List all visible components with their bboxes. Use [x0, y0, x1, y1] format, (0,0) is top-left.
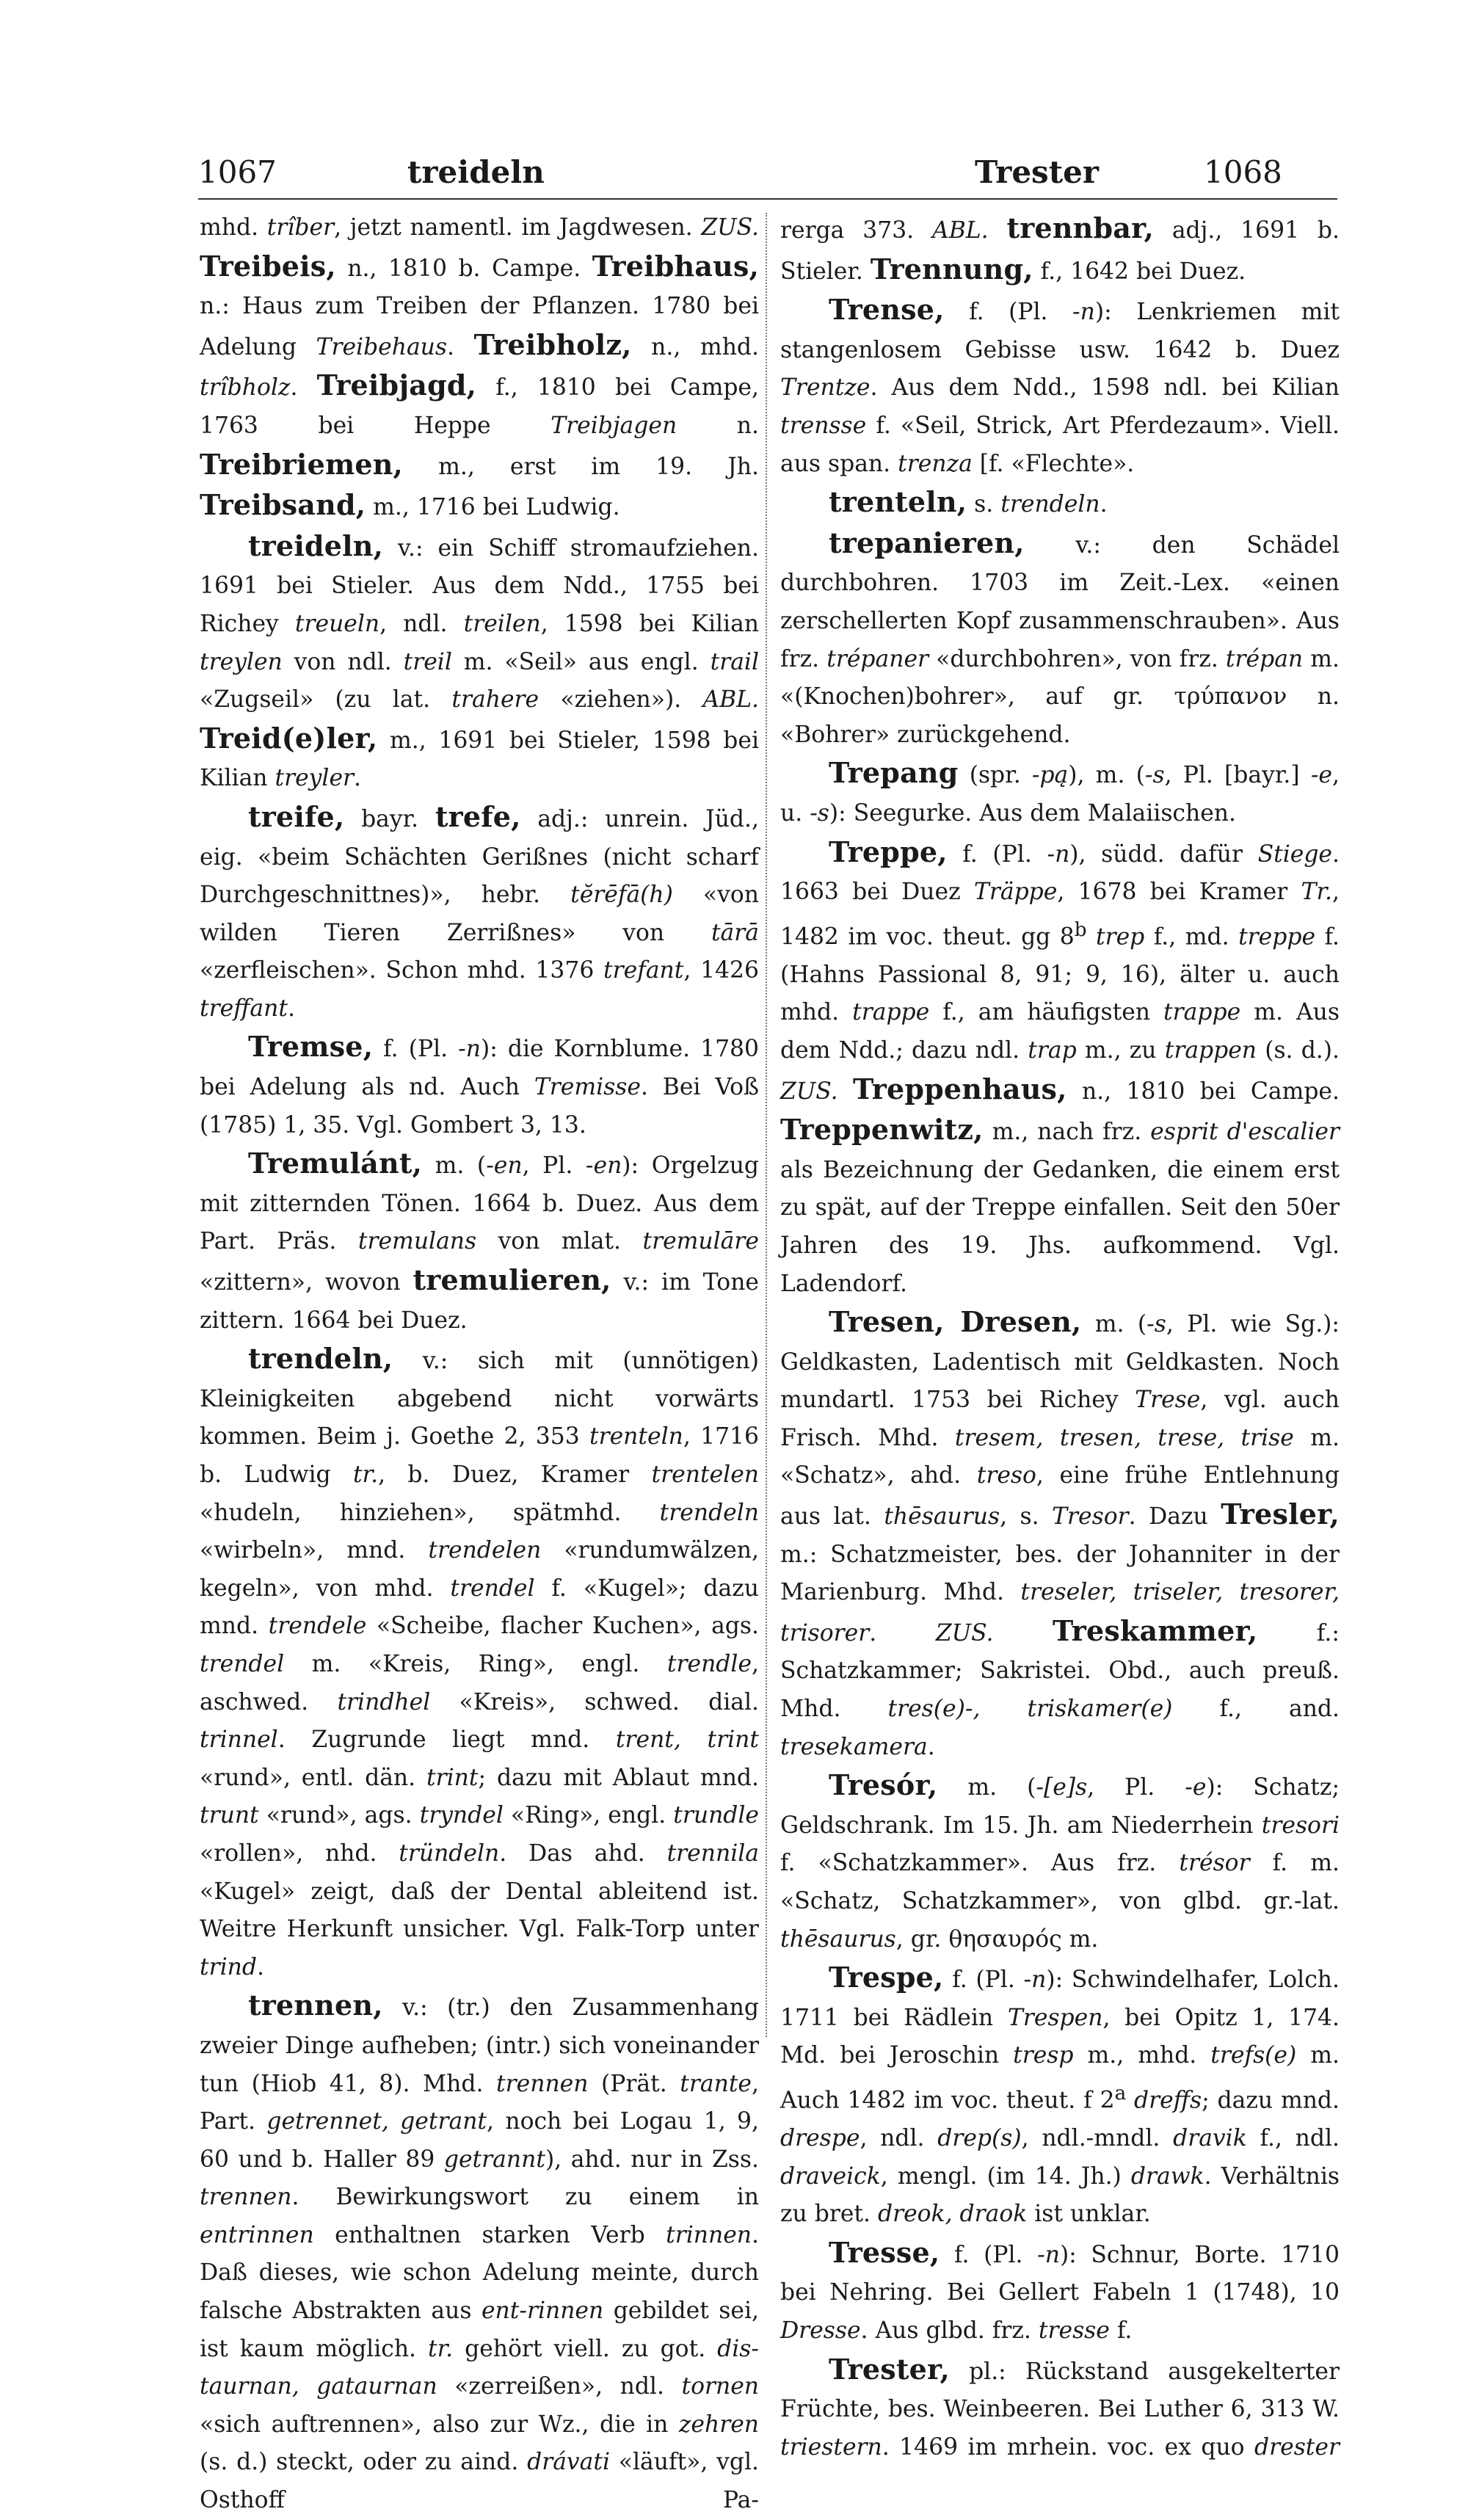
header-rule [198, 198, 1337, 200]
column-divider [766, 213, 767, 2037]
dictionary-entry: mhd. trîber, jetzt namentl. im Jagdwesen. ZUS. Treibeis, n., 1810 b. Campe. Treibhaus, n.: Haus zum Treiben der Pflanzen. 1780 bei Adelung Treibehaus. Treibholz, n., mhd. trîbholz. Treibjagd, f., 1810 bei Campe, 1763 bei Heppe Treibjagen n. Treibriemen, m., erst im 19. Jh. Treibsand, m., 1716 bei Ludwig. [200, 214, 759, 522]
dictionary-entry: trepanieren, v.: den Schädel durchbohren. 1703 im Zeit.-Lex. «einen zerschellerten Kopf zusammenschrauben». Aus frz. trépaner «durchbohren», von frz. trépan m. «(Knochen)bohrer», auf gr. τρύπανον n. «Bohrer» zurückgehend. [780, 526, 1340, 748]
dictionary-entry: Tresór, m. (-[e]s, Pl. -e): Schatz; Geldschrank. Im 15. Jh. am Niederrhein tresori f. «Schatzkammer». Aus frz. trésor f. m. «Schatz, Schatzkammer», von glbd. gr.-lat. thēsaurus, gr. θησαυρός m. [780, 1768, 1340, 1953]
dictionary-entry: Tremulánt, m. (-en, Pl. -en): Orgelzug mit zitternden Tönen. 1664 b. Duez. Aus dem Part. Präs. tremulans von mlat. tremulāre «zittern», wovon tremulieren, v.: im Tone zittern. 1664 bei Duez. [200, 1147, 760, 1334]
dictionary-entry: treideln, v.: ein Schiff stromaufziehen. 1691 bei Stieler. Aus dem Ndd., 1755 bei Richey treueln, ndl. treilen, 1598 bei Kilian treylen von ndl. treil m. «Seil» aus engl. trail «Zugseil» (zu lat. trahere «ziehen»). ABL. Treid(e)ler, m., 1691 bei Stieler, 1598 bei Kilian treyler. [200, 529, 760, 792]
page-header [198, 150, 1336, 195]
dictionary-entry: trennen, v.: (tr.) den Zusammenhang zweier Dinge aufheben; (intr.) sich voneinander tun (Hiob 41, 8). Mhd. trennen (Prät. trante, Part. getrennet, getrant, noch bei Logau 1, 9, 60 und b. Haller 89 getrannt), ahd. nur in Zss. trennen. Bewirkungswort zu einem in entrinnen enthaltnen starken Verb trinnen. Daß dieses, wie schon Adelung meinte, durch falsche Abstrakten aus ent-rinnen gebildet sei, ist kaum möglich. tr. gehört viell. zu got. dis-taurnan, gataurnan «zerreißen», ndl. tornen «sich auftrennen», also zur Wz., die in zehren (s. d.) steckt, oder zu aind. drávati «läuft», vgl. Osthoff Pa- [200, 1989, 760, 2514]
dictionary-entry: Tremse, f. (Pl. -n): die Kornblume. 1780 bei Adelung als nd. Auch Tremisse. Bei Voß (1785) 1, 35. Vgl. Gombert 3, 13. [200, 1030, 759, 1139]
dictionary-entry: Treppe, f. (Pl. -n), südd. dafür Stiege. 1663 bei Duez Träppe, 1678 bei Kramer Tr., 1482 im voc. theut. gg 8$^b$ trep f., md. treppe f. (Hahns Passional 8, 91; 9, 16), älter u. auch mhd. trappe f., am häufigsten trappe m. Aus dem Ndd.; dazu ndl. trap m., zu trappen (s. d.). ZUS. Treppenhaus, n., 1810 bei Campe. Treppenwitz, m., nach frz. esprit d'escalier als Bezeichnung der Gedanken, die einem erst zu spät, auf der Treppe einfallen. Seit den 50er Jahren des 19. Jhs. aufkommend. Vgl. Ladendorf. [780, 835, 1340, 1297]
left-catchword: treideln [407, 154, 545, 190]
left-column [200, 209, 760, 2514]
dictionary-entry: treife, bayr. trefe, adj.: unrein. Jüd., eig. «beim Schächten Gerißnes (nicht scharf Durchgeschnittnes)», hebr. tĕrēfā(h) «von wilden Tieren Zerrißnes» von tārā «zerfleischen». Schon mhd. 1376 trefant, 1426 treffant. [200, 799, 759, 1022]
dictionary-entry: Tresen, Dresen, m. (-s, Pl. wie Sg.): Geldkasten, Ladentisch mit Geldkasten. Noch mundartl. 1753 bei Richey Trese, vgl. auch Frisch. Mhd. tresem, tresen, trese, trise m. «Schatz», ahd. treso, eine frühe Entlehnung aus lat. thēsaurus, s. Tresor. Dazu Tresler, m.: Schatzmeister, bes. der Johanniter in der Marienburg. Mhd. treseler, triseler, tresorer, trisorer. ZUS. Treskammer, f.: Schatzkammer; Sakristei. Obd., auch preuß. Mhd. tres(e)-, triskamer(e) f., and. tresekamera. [780, 1305, 1340, 1760]
dictionary-entry: Trepang (spr. -pą), m. (-s, Pl. [bayr.] -e, u. -s): Seegurke. Aus dem Malaiischen. [780, 756, 1340, 827]
right-page-number: 1068 [1204, 154, 1282, 190]
dictionary-entry: Trester, pl.: Rückstand ausgekelterter Früchte, bes. Weinbeeren. Bei Luther 6, 313 W. triestern. 1469 im mrhein. voc. ex quo drester [780, 2352, 1340, 2461]
dictionary-entry: Tresse, f. (Pl. -n): Schnur, Borte. 1710 bei Nehring. Bei Gellert Fabeln 1 (1748), 10 Dresse. Aus glbd. frz. tresse f. [780, 2235, 1340, 2344]
left-page-number: 1067 [198, 154, 277, 190]
dictionary-entry: Trense, f. (Pl. -n): Lenkriemen mit stangenlosem Gebisse usw. 1642 b. Duez Trentze. Aus dem Ndd., 1598 ndl. bei Kilian trensse f. «Seil, Strick, Art Pferdezaum». Viell. aus span. trenza [f. «Flechte». [780, 293, 1340, 477]
right-column [780, 209, 1340, 2461]
dictionary-entry: Trespe, f. (Pl. -n): Schwindelhafer, Lolch. 1711 bei Rädlein Trespen, bei Opitz 1, 174. Md. bei Jeroschin tresp m., mhd. trefs(e) m. Auch 1482 im voc. theut. f 2$^a$ dreffs; dazu mnd. drespe, ndl. drep(s), ndl.-mndl. dravik f., ndl. draveick, mengl. (im 14. Jh.) drawk. Verhältnis zu bret. dreok, draok ist unklar. [780, 1961, 1340, 2228]
right-catchword: Trester [975, 154, 1099, 190]
dictionary-entry: rerga 373. ABL. trennbar, adj., 1691 b. Stieler. Trennung, f., 1642 bei Duez. [780, 211, 1340, 286]
dictionary-entry: trenteln, s. trendeln. [829, 485, 1108, 519]
dictionary-entry: trendeln, v.: sich mit (unnötigen) Kleinigkeiten abgebend nicht vorwärts kommen. Beim j. Goethe 2, 353 trenteln, 1716 b. Ludwig tr., b. Duez, Kramer trentelen «hudeln, hinziehen», spätmhd. trendeln «wirbeln», mnd. trendelen «rundumwälzen, kegeln», von mhd. trendel f. «Kugel»; dazu mnd. trendele «Scheibe, flacher Kuchen», ags. trendel m. «Kreis, Ring», engl. trendle, aschwed. trindhel «Kreis», schwed. dial. trinnel. Zugrunde liegt mnd. trent, trint «rund», entl. dän. trint; dazu mit Ablaut mnd. trunt «rund», ags. tryndel «Ring», engl. trundle «rollen», nhd. tründeln. Das ahd. trennila «Kugel» zeigt, daß der Dental ableitend ist. Weitre Herkunft unsicher. Vgl. Falk-Torp unter trind. [200, 1342, 760, 1980]
